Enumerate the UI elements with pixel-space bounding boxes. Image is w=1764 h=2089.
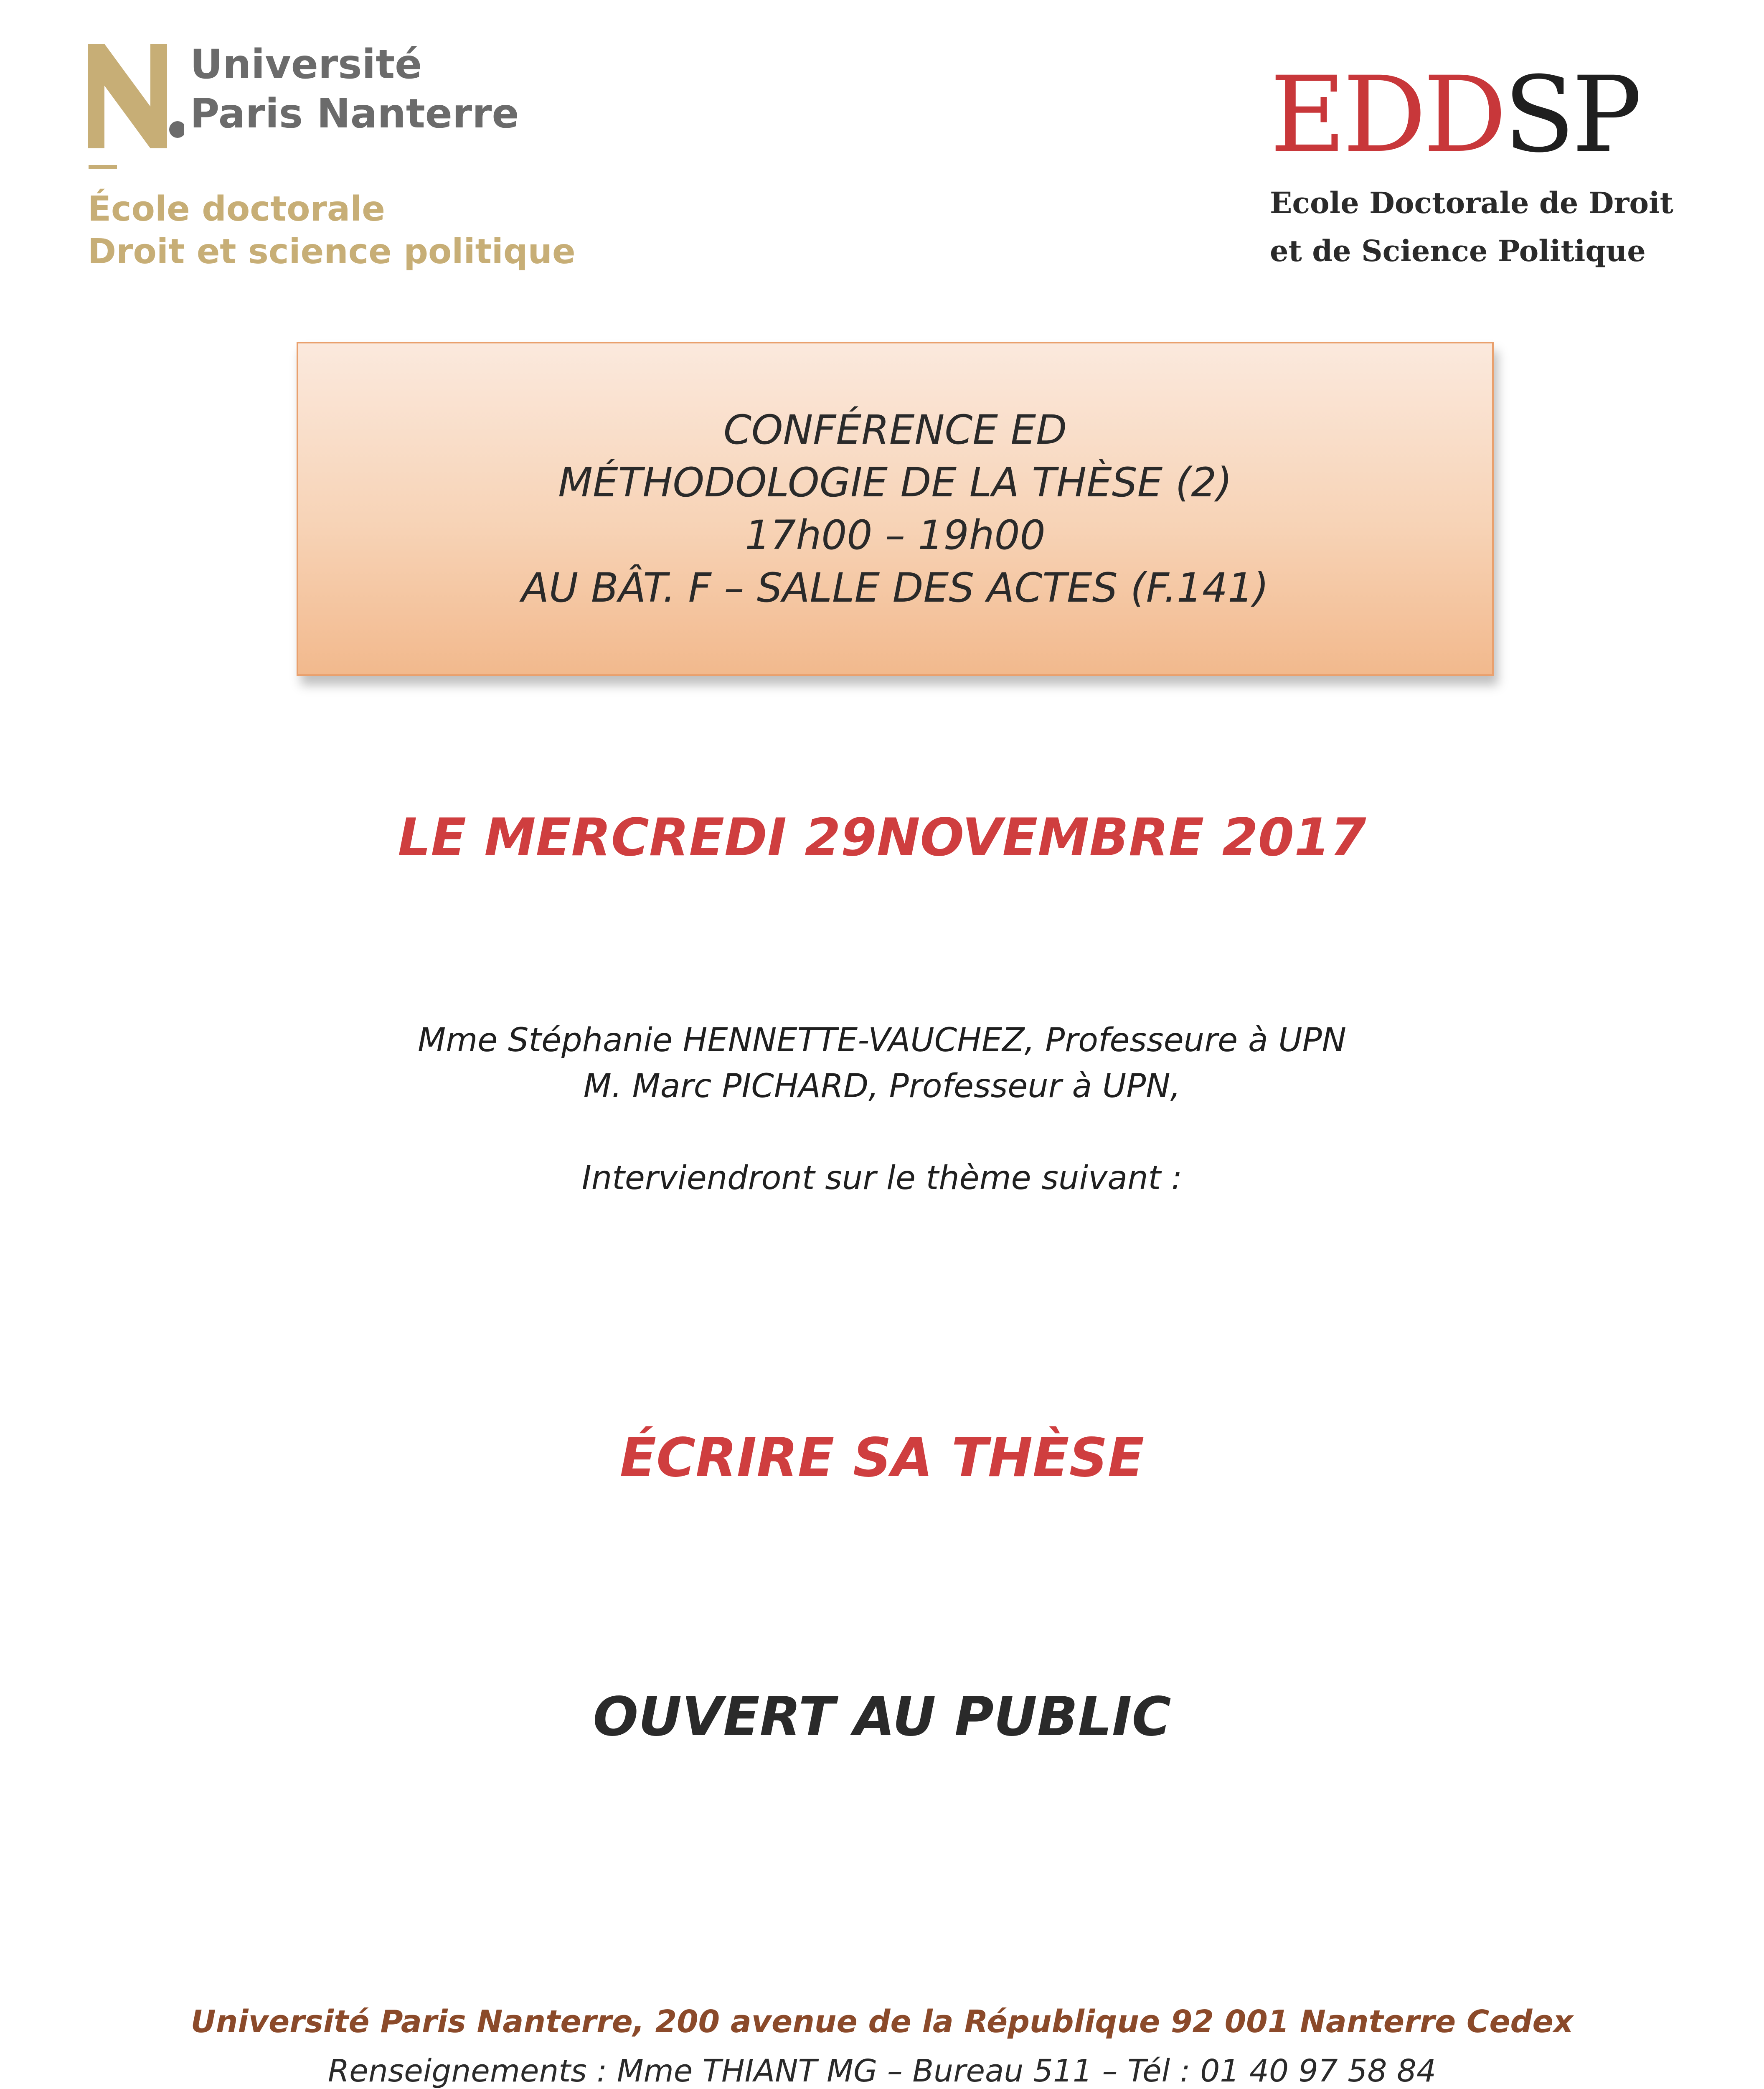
conference-location: AU BÂT. F – SALLE DES ACTES (F.141) bbox=[521, 564, 1269, 611]
conference-topic: ÉCRIRE SA THÈSE bbox=[619, 1427, 1145, 1489]
eddsp-letter-e: E bbox=[1270, 54, 1343, 175]
eddsp-subtitle-line2: et de Science Politique bbox=[1270, 234, 1646, 268]
speaker-2: M. Marc PICHARD, Professeur à UPN, bbox=[583, 1067, 1181, 1105]
university-n-mark-icon bbox=[88, 44, 184, 148]
conference-time: 17h00 – 19h00 bbox=[745, 512, 1046, 559]
speaker-1: Mme Stéphanie HENNETTE-VAUCHEZ, Professeure à UPN bbox=[417, 1022, 1347, 1059]
doctoral-school-line2: Droit et science politique bbox=[88, 232, 576, 272]
eddsp-letter-s: S bbox=[1503, 54, 1572, 175]
university-name-line2: Paris Nanterre bbox=[190, 90, 519, 137]
doctoral-school-name bbox=[88, 188, 576, 273]
university-name bbox=[190, 40, 519, 138]
eddsp-letter-d1: D bbox=[1343, 54, 1423, 175]
eddsp-logo-letters bbox=[1270, 54, 1671, 175]
eddsp-letter-p: P bbox=[1571, 54, 1639, 175]
eddsp-logo bbox=[1270, 54, 1673, 268]
topic-intro: Interviendront sur le thème suivant : bbox=[581, 1159, 1183, 1197]
event-date: LE MERCREDI 29NOVEMBRE 2017 bbox=[398, 808, 1366, 868]
eddsp-subtitle-line1: Ecole Doctorale de Droit bbox=[1270, 186, 1673, 220]
logo-divider bbox=[89, 165, 117, 169]
conference-info-box bbox=[297, 342, 1494, 676]
footer-address: Université Paris Nanterre, 200 avenue de la République 92 001 Nanterre Cedex bbox=[190, 2004, 1574, 2040]
doctoral-school-line1: École doctorale bbox=[88, 189, 385, 229]
access-notice: OUVERT AU PUBLIC bbox=[593, 1686, 1171, 1748]
eddsp-letter-d2: D bbox=[1423, 54, 1504, 175]
conference-subtitle: MÉTHODOLOGIE DE LA THÈSE (2) bbox=[558, 459, 1232, 506]
speakers-list bbox=[0, 1017, 1764, 1109]
footer-contact-info: Renseignements : Mme THIANT MG – Bureau 511 – Tél : 01 40 97 58 84 bbox=[327, 2053, 1437, 2089]
university-name-line1: Université bbox=[190, 41, 422, 88]
conference-title: CONFÉRENCE ED bbox=[723, 407, 1067, 453]
university-logo bbox=[88, 40, 673, 290]
